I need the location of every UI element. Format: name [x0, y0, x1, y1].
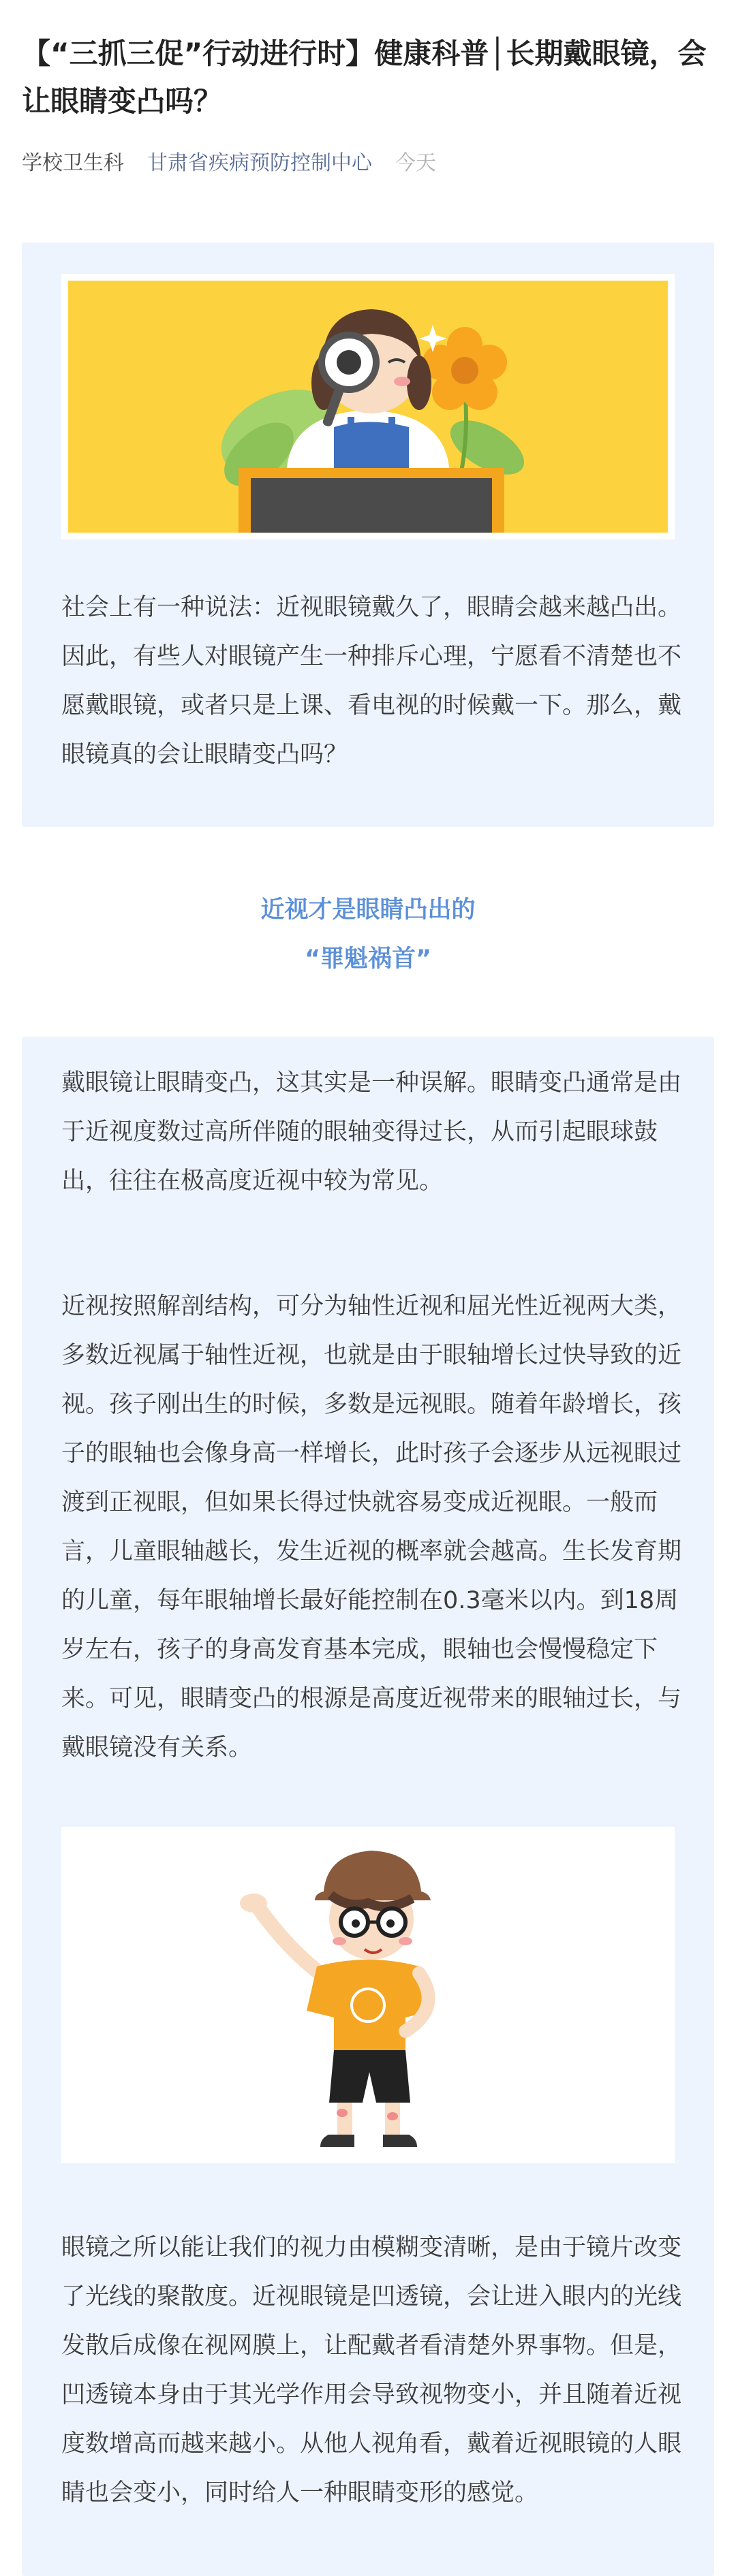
section-heading: [0, 885, 736, 984]
paragraph: 近视按照解剖结构，可分为轴性近视和屈光性近视两大类，多数近视属于轴性近视，也就是由于眼轴增长过快导致的近视。孩子刚出生的时候，多数是远视眼。随着年龄增长，孩子的眼轴也会像身高一样增长，此时孩子会逐步从远视眼过渡到正视眼，但如果长得过快就容易变成近视眼。一般而言，儿童眼轴越长，发生近视的概率就会越高。生长发育期的儿童，每年眼轴增长最好能控制在0.3毫米以内。到18周岁左右，孩子的身高发育基本完成，眼轴也会慢慢稳定下来。可见，眼睛变凸的根源是高度近视带来的眼轴过长，与戴眼镜没有关系。: [61, 1293, 682, 1761]
girl-with-magnifier-illustration: [61, 274, 675, 539]
content-card: [22, 1037, 714, 2576]
paragraph: 眼镜之所以能让我们的视力由模糊变清晰，是由于镜片改变了光线的聚散度。近视眼镜是凹透镜，会让进入眼内的光线发散后成像在视网膜上，让配戴者看清楚外界事物。但是，凹透镜本身由于其光学作用会导致视物变小，并且随着近视度数增高而越来越小。从他人视角看，戴着近视眼镜的人眼睛也会变小，同时给人一种眼睛变形的感觉。: [61, 2234, 682, 2507]
article-meta: [22, 150, 436, 177]
intro-paragraph: 社会上有一种说法：近视眼镜戴久了，眼睛会越来越凸出。因此，有些人对眼镜产生一种排斥心理，宁愿看不清楚也不愿戴眼镜，或者只是上课、看电视的时候戴一下。那么，戴眼镜真的会让眼睛变凸吗？: [61, 594, 682, 768]
article-title: 【“三抓三促”行动进行时】健康科普│长期戴眼镜，会让眼睛变凸吗？: [22, 37, 707, 118]
intro-card: [22, 242, 714, 827]
section-heading-line2: “罪魁祸首”: [304, 945, 431, 973]
girl-illustration-svg: [61, 274, 675, 539]
publish-date: 今天: [395, 151, 436, 175]
author-name: 学校卫生科: [22, 151, 124, 175]
boy-illustration-svg: [61, 1827, 675, 2163]
paragraph: 戴眼镜让眼睛变凸，这其实是一种误解。眼睛变凸通常是由于近视度数过高所伴随的眼轴变得过长，从而引起眼球鼓出，往往在极高度近视中较为常见。: [61, 1069, 682, 1195]
boy-with-glasses-illustration: [61, 1827, 675, 2163]
section-heading-line1: 近视才是眼睛凸出的: [260, 896, 476, 924]
account-link[interactable]: 甘肃省疾病预防控制中心: [147, 151, 372, 175]
